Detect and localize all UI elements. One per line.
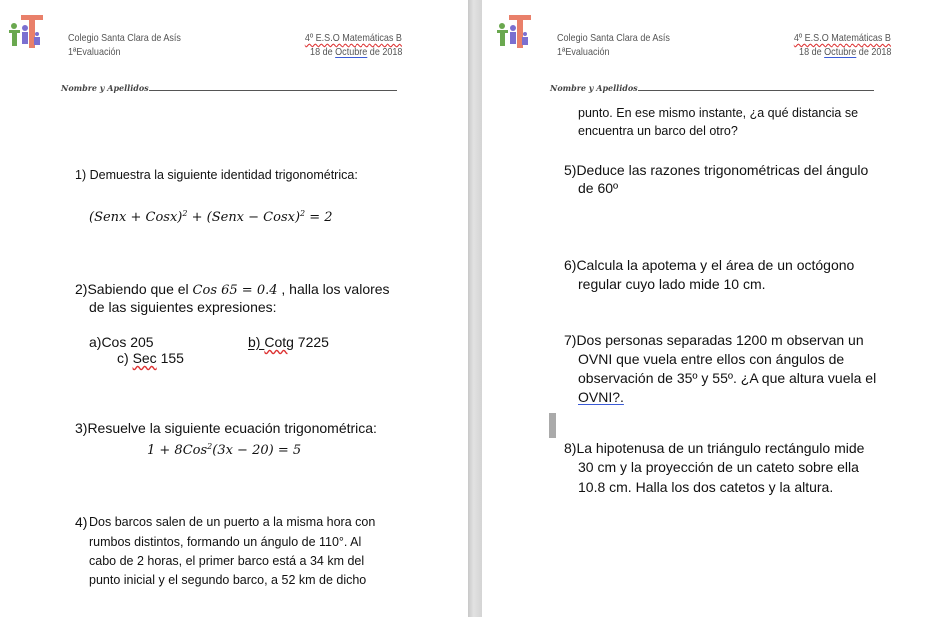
question-4-line4: punto inicial y el segundo barco, a 52 km de dicho [89,573,367,587]
question-2-part-b: b) Cotg 7225 [248,334,329,350]
question-7-line4: OVNI?. [578,389,624,405]
question-2-line1: 2)Sabiendo que el Cos 65 = 0.4 , halla los valores [75,281,390,298]
question-6-line1: 6)Calcula la apotema y el área de un octógono [564,257,855,273]
question-1-formula: (Senx + Cosx)$^2$ + (Senx − Cosx)$^2$ = 2 [89,209,333,225]
question-5-line1: 5)Deduce las razones trigonométricas del ángulo [564,162,869,178]
course-label: 4º E.S.O Matemáticas B [304,32,402,44]
question-4-line3: cabo de 2 horas, el primer barco está a 34 km del [89,554,365,568]
exam-date: 18 de Octubre de 2018 [309,46,402,58]
evaluation-label: 1ªEvaluación [68,46,121,58]
document-page-1 [0,0,468,617]
question-3: 3)Resuelve la siguiente ecuación trigonométrica: [75,420,377,436]
question-2-line2: de las siguientes expresiones: [89,299,277,315]
school-name: Colegio Santa Clara de Asís [68,32,181,44]
question-5-line2: de 60º [578,180,619,196]
document-page-2 [482,0,951,617]
exam-date: 18 de Octubre de 2018 [798,46,891,58]
question-7-line1: 7)Dos personas separadas 1200 m observan un [564,332,864,348]
question-8-line1: 8)La hipotenusa de un triángulo rectángulo mide [564,440,865,456]
evaluation-label: 1ªEvaluación [557,46,610,58]
question-7-line2: OVNI que vuela entre ellos con ángulos de [578,351,845,367]
question-4-line1: Dos barcos salen de un puerto a la misma hora con [89,515,376,529]
page-gutter [468,0,482,617]
question-3-equation: 1 + 8Cos$^2$(3x − 20) = 5 [147,442,302,458]
course-label: 4º E.S.O Matemáticas B [793,32,891,44]
question-4-line6: encuentra un barco del otro? [578,124,738,138]
question-4-line2: rumbos distintos, formando un ángulo de 110°. Al [89,535,362,549]
question-2-part-a: a)Cos 205 [89,334,154,350]
name-field: Nombre y Apellidos [61,82,397,93]
question-8-line2: 30 cm y la proyección de un cateto sobre ella [578,459,859,475]
school-name: Colegio Santa Clara de Asís [557,32,670,44]
question-2-part-c: c) Sec 155 [117,350,184,366]
question-4-number: 4) [75,514,88,530]
school-logo-icon [494,12,534,52]
question-7-line3: observación de 35º y 55º. ¿A que altura vuela el [578,370,877,386]
school-logo-icon [6,12,46,52]
name-field: Nombre y Apellidos [550,82,874,93]
question-1: 1) Demuestra la siguiente identidad trigonométrica: [75,168,358,182]
text-selection-marker [549,413,556,438]
question-8-line3: 10.8 cm. Halla los dos catetos y la altura. [578,479,834,495]
question-6-line2: regular cuyo lado mide 10 cm. [578,276,766,292]
question-4-line5: punto. En ese mismo instante, ¿a qué distancia se [578,106,859,120]
